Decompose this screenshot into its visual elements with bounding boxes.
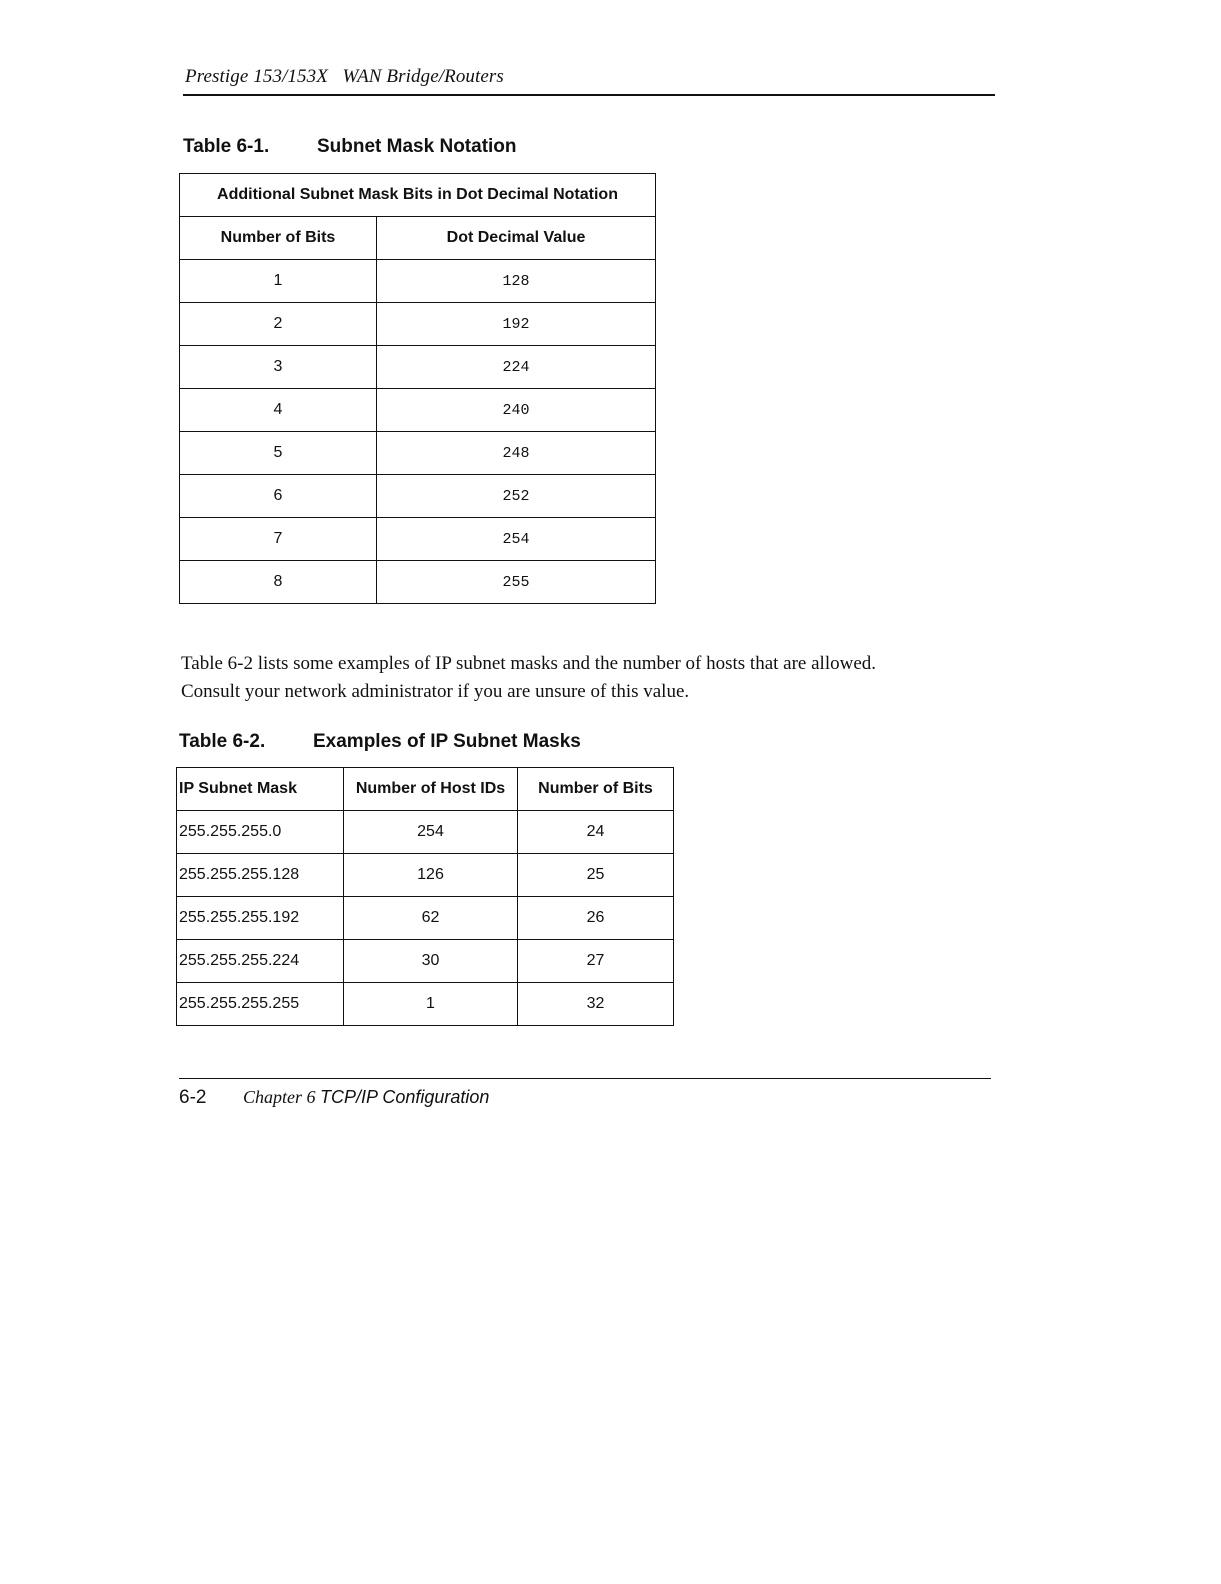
cell-number-of-bits: 27 — [518, 940, 674, 983]
table-6-1-number: Table 6-1. — [183, 136, 270, 157]
page-number: 6-2 — [179, 1087, 207, 1108]
table-row — [180, 346, 656, 389]
column-header-dot-decimal-value: Dot Decimal Value — [377, 217, 656, 260]
table-row — [180, 561, 656, 604]
cell-dot-decimal-value: 224 — [377, 346, 656, 389]
table-row — [177, 983, 674, 1026]
cell-number-of-host-ids: 254 — [344, 811, 518, 854]
cell-number-of-host-ids: 1 — [344, 983, 518, 1026]
cell-number-of-host-ids: 62 — [344, 897, 518, 940]
cell-number-of-bits: 5 — [180, 432, 377, 475]
table-row — [180, 432, 656, 475]
table-row — [180, 389, 656, 432]
table-header-row — [180, 217, 656, 260]
cell-ip-subnet-mask: 255.255.255.224 — [177, 940, 344, 983]
cell-dot-decimal-value: 254 — [377, 518, 656, 561]
paragraph-line: Table 6-2 lists some examples of IP subnet masks and the number of hosts that are allowed. — [181, 653, 877, 674]
chapter-prefix: Chapter 6 — [243, 1087, 316, 1107]
column-header-number-of-bits: Number of Bits — [180, 217, 377, 260]
page-footer — [179, 1078, 991, 1108]
subnet-mask-notation-table — [179, 173, 656, 604]
cell-dot-decimal-value: 248 — [377, 432, 656, 475]
table-6-2-caption — [179, 731, 581, 753]
table-6-1-caption — [183, 136, 517, 158]
cell-number-of-bits: 3 — [180, 346, 377, 389]
cell-dot-decimal-value: 252 — [377, 475, 656, 518]
cell-number-of-bits: 4 — [180, 389, 377, 432]
cell-number-of-bits: 1 — [180, 260, 377, 303]
chapter-title: TCP/IP Configuration — [320, 1087, 490, 1107]
table-row — [180, 260, 656, 303]
cell-number-of-host-ids: 126 — [344, 854, 518, 897]
column-header-number-of-bits: Number of Bits — [518, 768, 674, 811]
footer-chapter — [243, 1087, 489, 1108]
cell-number-of-bits: 25 — [518, 854, 674, 897]
cell-number-of-bits: 32 — [518, 983, 674, 1026]
table-row — [177, 940, 674, 983]
cell-number-of-bits: 26 — [518, 897, 674, 940]
table-6-1-title: Subnet Mask Notation — [317, 136, 517, 157]
cell-number-of-host-ids: 30 — [344, 940, 518, 983]
cell-dot-decimal-value: 192 — [377, 303, 656, 346]
column-header-number-of-host-ids: Number of Host IDs — [344, 768, 518, 811]
table-row — [177, 854, 674, 897]
cell-ip-subnet-mask: 255.255.255.0 — [177, 811, 344, 854]
ip-subnet-masks-table — [176, 767, 674, 1026]
page-header — [183, 66, 995, 96]
table-header-row — [177, 768, 674, 811]
cell-dot-decimal-value: 240 — [377, 389, 656, 432]
table-row — [177, 811, 674, 854]
cell-ip-subnet-mask: 255.255.255.192 — [177, 897, 344, 940]
table-6-2-title: Examples of IP Subnet Masks — [313, 731, 581, 752]
cell-dot-decimal-value: 128 — [377, 260, 656, 303]
table-group-header-row — [180, 174, 656, 217]
table-row — [177, 897, 674, 940]
header-title: Prestige 153/153X WAN Bridge/Routers — [185, 66, 504, 87]
cell-number-of-bits: 7 — [180, 518, 377, 561]
cell-number-of-bits: 6 — [180, 475, 377, 518]
table-group-header: Additional Subnet Mask Bits in Dot Decimal Notation — [180, 174, 656, 217]
cell-number-of-bits: 2 — [180, 303, 377, 346]
table-row — [180, 303, 656, 346]
body-paragraph — [181, 650, 981, 706]
table-row — [180, 475, 656, 518]
paragraph-line: Consult your network administrator if you are unsure of this value. — [181, 681, 690, 702]
cell-dot-decimal-value: 255 — [377, 561, 656, 604]
cell-number-of-bits: 24 — [518, 811, 674, 854]
cell-ip-subnet-mask: 255.255.255.255 — [177, 983, 344, 1026]
cell-ip-subnet-mask: 255.255.255.128 — [177, 854, 344, 897]
table-6-2-number: Table 6-2. — [179, 731, 266, 752]
table-row — [180, 518, 656, 561]
cell-number-of-bits: 8 — [180, 561, 377, 604]
column-header-ip-subnet-mask: IP Subnet Mask — [177, 768, 344, 811]
